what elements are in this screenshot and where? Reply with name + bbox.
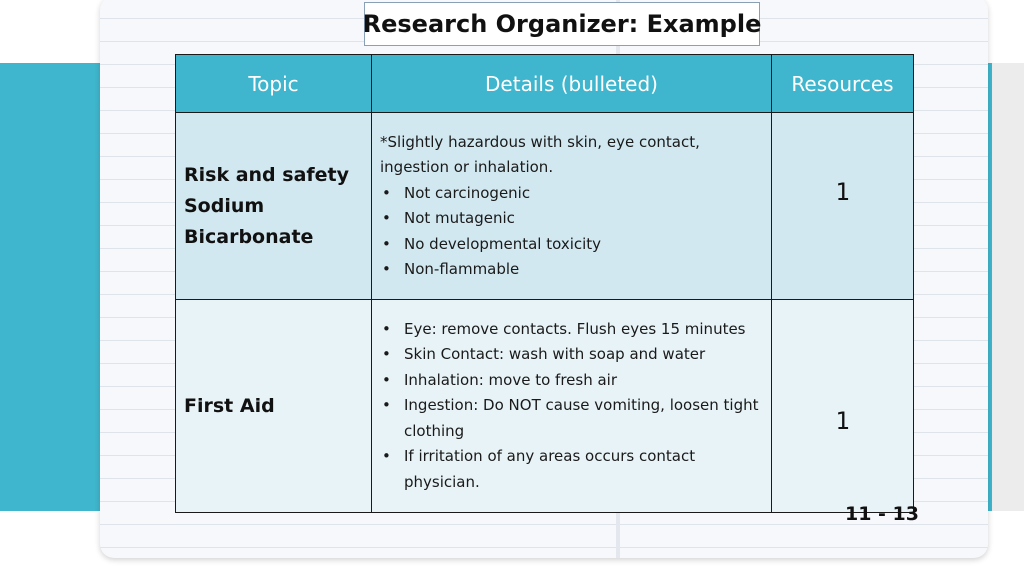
- details-bullet-list: [380, 181, 763, 283]
- table-header-row: [176, 55, 914, 113]
- header-topic: Topic: [176, 55, 372, 113]
- table-row: [176, 113, 914, 300]
- topic-line: First Aid: [184, 394, 275, 417]
- header-resources: Resources: [772, 55, 914, 113]
- topic-line: Risk and safety: [184, 163, 350, 186]
- page-number: 11 - 13: [845, 503, 919, 525]
- table-row: [176, 300, 914, 513]
- research-organizer-table: [175, 54, 914, 513]
- bullet-item: • Skin Contact: wash with soap and water: [404, 342, 763, 368]
- resource-cell: 1: [772, 300, 914, 513]
- bullet-item: • No developmental toxicity: [404, 232, 763, 258]
- details-bullet-list: [380, 317, 763, 496]
- topic-cell: [176, 300, 372, 513]
- bullet-item: • Inhalation: move to fresh air: [404, 368, 763, 394]
- bullet-item: • Eye: remove contacts. Flush eyes 15 minutes: [404, 317, 763, 343]
- bullet-item: • Ingestion: Do NOT cause vomiting, loosen tight clothing: [404, 393, 763, 444]
- topic-cell: [176, 113, 372, 300]
- details-intro: *Slightly hazardous with skin, eye contact, ingestion or inhalation.: [380, 132, 700, 176]
- bullet-item: • Not mutagenic: [404, 206, 763, 232]
- topic-line: Sodium: [184, 194, 265, 217]
- header-details: Details (bulleted): [372, 55, 772, 113]
- bullet-item: • Non-flammable: [404, 257, 763, 283]
- details-cell: [372, 113, 772, 300]
- right-side-panel: [992, 63, 1024, 511]
- details-cell: [372, 300, 772, 513]
- resource-cell: 1: [772, 113, 914, 300]
- topic-line: Bicarbonate: [184, 225, 314, 248]
- bullet-item: • Not carcinogenic: [404, 181, 763, 207]
- bullet-item: • If irritation of any areas occurs contact physician.: [404, 444, 763, 495]
- slide-title: Research Organizer: Example: [364, 2, 760, 46]
